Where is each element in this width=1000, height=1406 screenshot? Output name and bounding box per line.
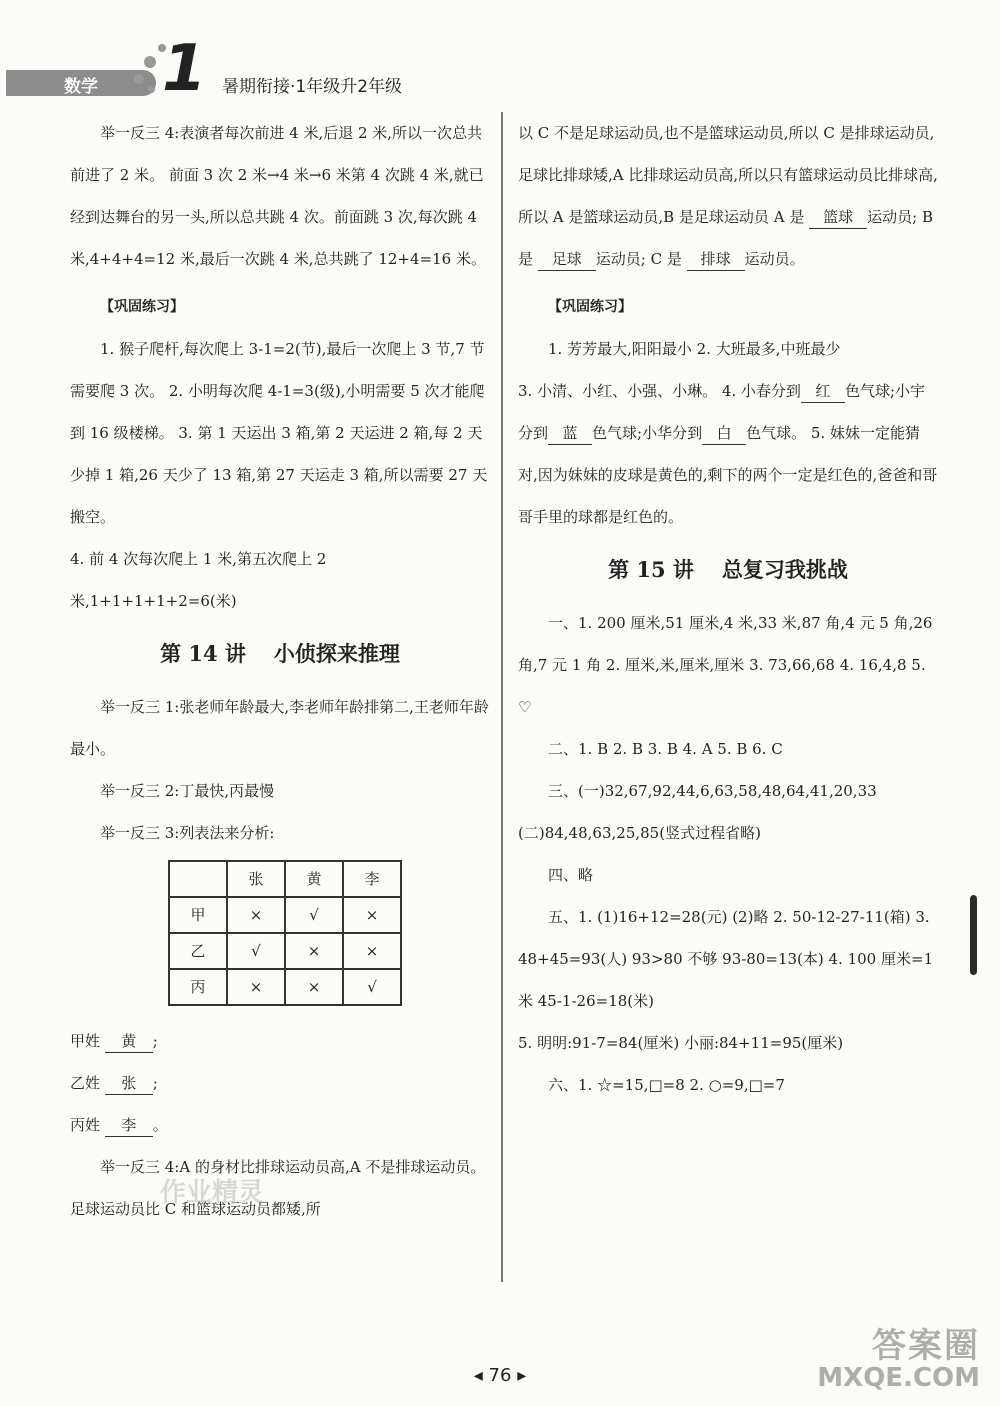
answer-text: 色气球。	[746, 424, 807, 442]
page-number	[0, 1365, 1000, 1386]
surname-answer	[70, 1062, 490, 1104]
answer-value: 篮球	[809, 206, 867, 229]
logo-text: 答案圈	[872, 1326, 980, 1366]
review-part-3a: 三、(一)32,67,92,44,6,63,58,48,64,41,20,33	[548, 782, 877, 800]
lesson-14-number: 第 14 讲	[160, 641, 246, 666]
answer-end: 运动员;	[595, 250, 646, 268]
answer-label: C 是	[650, 250, 682, 268]
answer-end: 运动员;	[867, 208, 918, 226]
table-row	[169, 933, 401, 969]
table-cell: 甲	[169, 897, 227, 933]
example-4-continued	[518, 112, 938, 280]
table-header-cell: 李	[343, 861, 401, 897]
answer-text: 3. 小清、小红、小强、小琳。 4. 小春分到	[518, 382, 801, 400]
section-practice: 【巩固练习】	[100, 299, 184, 315]
table-cell: √	[343, 969, 401, 1005]
logo-url: MXQE.COM	[817, 1363, 980, 1393]
table-cell: ×	[343, 897, 401, 933]
scan-mark	[970, 895, 977, 975]
table-header-cell	[169, 861, 227, 897]
review-part-4: 四、略	[548, 866, 594, 884]
table-cell: √	[227, 933, 285, 969]
punct: 。	[152, 1116, 168, 1134]
table-cell: 乙	[169, 933, 227, 969]
punct: ;	[152, 1074, 158, 1092]
example-2-answer: 举一反三 2:丁最快,丙最慢	[100, 782, 275, 800]
subject-label: 数学	[64, 77, 98, 97]
book-title: 暑期衔接·1年级升2年级	[222, 77, 403, 97]
table-header-cell: 黄	[285, 861, 343, 897]
answer-value: 足球	[538, 248, 596, 271]
page-number-value: 76	[488, 1365, 512, 1386]
reasoning-text: 以 C 不是足球运动员,也不是篮球运动员,所以 C 是排球运动员,足球比排球矮,A 比排球运动员高,所以只有篮球运动员比排球高,所以 A 是篮球运动员,B 是足球运动员	[518, 124, 938, 226]
watermark-text: 作业精灵	[160, 1178, 265, 1208]
table-row	[169, 897, 401, 933]
surname-answer	[70, 1020, 490, 1062]
left-column	[70, 112, 490, 1230]
lesson-15-heading	[518, 540, 938, 600]
practice-answer-4: 4. 前 4 次每次爬上 1 米,第五次爬上 2 米,1+1+1+1+2=6(米)	[70, 550, 327, 610]
table-row	[169, 969, 401, 1005]
next-arrow-icon: ▸	[517, 1365, 527, 1386]
table-cell: 丙	[169, 969, 227, 1005]
review-part-2: 二、1. B 2. B 3. B 4. A 5. B 6. C	[548, 740, 783, 758]
table-cell: ×	[227, 969, 285, 1005]
review-part-1: 一、1. 200 厘米,51 厘米,4 米,33 米,87 角,4 元 5 角,26 角,7 元 1 角 2. 厘米,米,厘米,厘米 3. 73,66,68 4. 16,4,8 5. ♡	[518, 614, 933, 716]
example-3-answer: 举一反三 3:列表法来分析:	[100, 824, 275, 842]
surname-value: 张	[105, 1072, 153, 1095]
surname-value: 黄	[105, 1030, 153, 1053]
surname-label: 乙姓	[70, 1074, 101, 1092]
example-4-reasoning: 举一反三 4:A 的身材比排球运动员高,A 不是排球运动员。 足球运动员比 C 和篮球运动员都矮,所	[70, 1158, 486, 1218]
practice-answers: 1. 猴子爬杆,每次爬上 3-1=2(节),最后一次爬上 3 节,7 节需要爬 3 次。 2. 小明每次爬 4-1=3(级),小明需要 5 次才能爬到 16 级楼梯。 3. 第 1 天运出 3 箱,第 2 天运进 2 箱,每 2 天少掉 1 箱,26 天少了 13 箱,第 27 天运走 3 箱,所以需要 27 天搬空。	[70, 340, 488, 526]
table-cell: ×	[227, 897, 285, 933]
lesson-14-heading	[70, 624, 490, 684]
surname-value: 李	[105, 1114, 153, 1137]
table-cell: ×	[285, 933, 343, 969]
color-answer: 红	[801, 380, 845, 403]
review-part-3b: (二)84,48,63,25,85(竖式过程省略)	[518, 824, 761, 842]
table-cell: ×	[285, 969, 343, 1005]
right-column	[518, 112, 938, 1106]
reasoning-table	[168, 860, 402, 1006]
lesson-15-number: 第 15 讲	[608, 557, 694, 582]
surname-answer	[70, 1104, 490, 1146]
answer-label: B 是	[518, 208, 933, 268]
answer-text: 色气球;小华分到	[592, 424, 703, 442]
answer-label: A 是	[773, 208, 805, 226]
color-answer: 白	[702, 422, 746, 445]
table-header-row	[169, 861, 401, 897]
surname-label: 丙姓	[70, 1116, 101, 1134]
table-cell: ×	[343, 933, 401, 969]
lesson-15-title: 总复习我挑战	[721, 557, 848, 582]
color-answer: 蓝	[548, 422, 592, 445]
table-cell: √	[285, 897, 343, 933]
answer-end: 运动员。	[744, 250, 805, 268]
example-4-answer: 举一反三 4:表演者每次前进 4 米,后退 2 米,所以一次总共前进了 2 米。 前面 3 次 2 米→4 米→6 米第 4 次跳 4 米,就已经到达舞台的另一头,所以总共跳 4 次。前面跳 3 次,每次跳 4 米,4+4+4=12 米,最后一次跳 4 米,总共跳了 12+4=16 米。	[70, 124, 486, 268]
review-part-5: 五、1. (1)16+12=28(元) (2)略 2. 50-12-27-11(箱) 3. 48+45=93(人) 93>80 不够 93-80=13(本) 4. 100 厘米=1 米 45-1-26=18(米)	[518, 908, 934, 1010]
table-header-cell: 张	[227, 861, 285, 897]
lesson-14-title: 小侦探来推理	[273, 641, 400, 666]
punct: ;	[152, 1032, 158, 1050]
answer-value: 排球	[687, 248, 745, 271]
grade-number: 1	[162, 32, 207, 106]
column-divider	[501, 112, 503, 1282]
practice-answer-1-2: 1. 芳芳最大,阳阳最小 2. 大班最多,中班最少	[548, 340, 841, 358]
practice-answer-3-4	[518, 370, 938, 538]
page-header	[0, 32, 1000, 110]
example-1-answer: 举一反三 1:张老师年龄最大,李老师年龄排第二,王老师年龄最小。	[70, 698, 489, 758]
answer-text: 5. 妹妹一定能猜对,因为妹妹的皮球是黄色的,剩下的两个一定是红色的,爸爸和哥哥手里的球都是红色的。	[518, 424, 938, 526]
section-practice: 【巩固练习】	[548, 299, 632, 315]
review-part-6: 六、1. ☆=15,□=8 2. ○=9,□=7	[548, 1076, 785, 1094]
surname-label: 甲姓	[70, 1032, 101, 1050]
review-part-5-5: 5. 明明:91-7=84(厘米) 小丽:84+11=95(厘米)	[518, 1034, 844, 1052]
answer-text: 色气球;小宇分到	[518, 382, 925, 442]
prev-arrow-icon: ◂	[473, 1365, 483, 1386]
